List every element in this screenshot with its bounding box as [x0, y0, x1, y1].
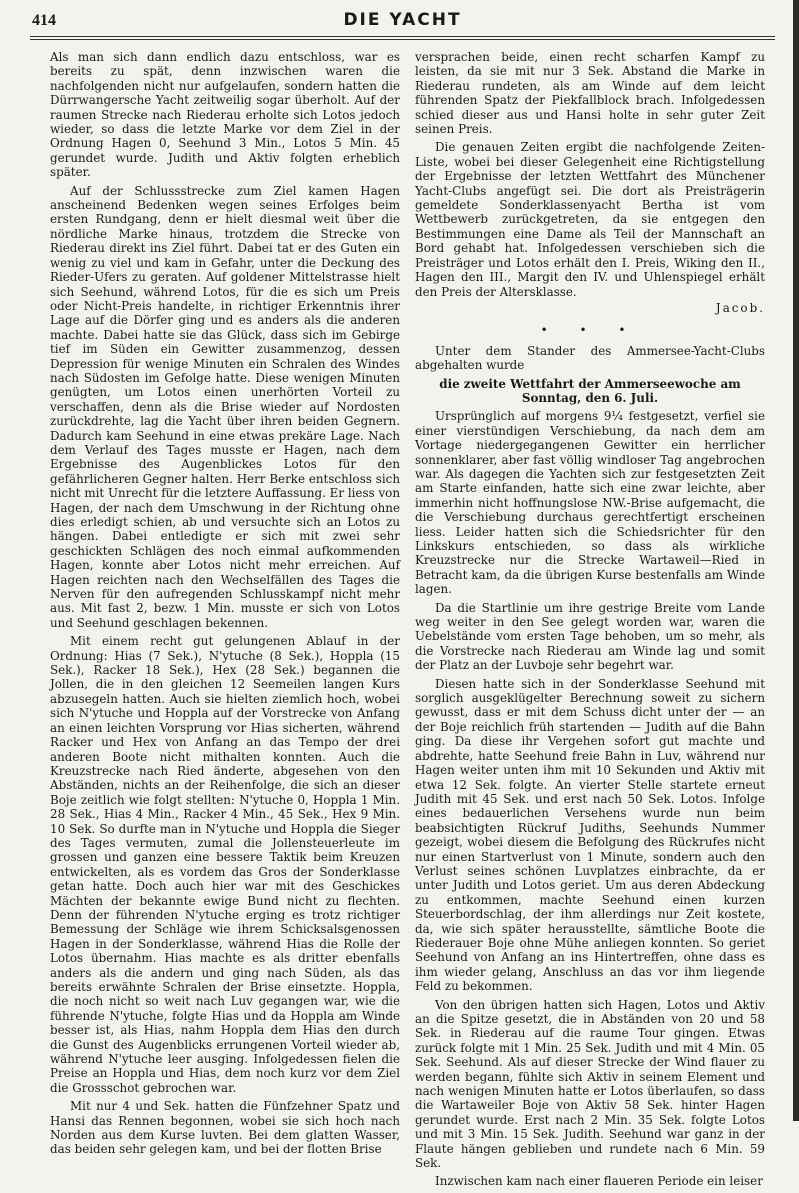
- journal-title: DIE YACHT: [343, 10, 462, 30]
- section-divider: • • •: [540, 323, 640, 338]
- right-column: [415, 50, 765, 1193]
- scan-edge: [793, 0, 799, 1121]
- paragraph: Mit einem recht gut gelungenen Ablauf in der Ordnung: Hias (7 Sek.), N'ytuche (8 Sek.), Hoppla (15 Sek.), Racker 18 Sek.), Hex (28 Sek.) begannen die Jollen, die in den gleichen 12 Seemeilen langen Kurs abzusegeln hatten. Auch sie hielten ziemlich hoch, wobei sich N'ytuche und Hoppla auf der Vorstrecke von Anfang an einen leichten Vorsprung vor Hias sicherten, während Racker und Hex von Anfang an das Tempo der drei anderen Boote nicht mithalten konnten. Auch die Kreuzstrecke nach Ried änderte, abgesehen von den Abständen, nichts an der Reihenfolge, die sich an dieser Boje zeitlich wie folgt stellten: N'ytuche 0, Hoppla 1 Min. 28 Sek., Hias 4 Min., Racker 4 Min., 45 Sek., Hex 9 Min. 10 Sek. So durfte man in N'ytuche und Hoppla die Sieger des Tages vermuten, zumal die Jollensteuerleute im grossen und ganzen eine bessere Taktik beim Kreuzen entwickelten, als es vordem das Gros der Sonderklasse getan hatte. Doch auch hier war mit des Geschickes Mächten der bekannte ewige Bund nicht zu flechten. Denn der führenden N'ytuche erging es trotz richtiger Bemessung der Schläge wie ihrem Schicksalsgenossen Hagen in der Sonderklasse, während Hias die Rolle der Lotos übernahm. Hias machte es als dritter ebenfalls anders als die andern und ging nach Süden, als das bereits erwähnte Schralen der Brise einsetzte. Hoppla, die noch nicht so weit nach Luv gegangen war, wie die führende N'ytuche, folgte Hias und da Hoppla am Winde besser ist, als Hias, nahm Hoppla dem Hias den durch die Gunst des Augenblicks errungenen Vorteil wieder ab, während N'ytuche leer ausging. Infolgedessen fielen die Preise an Hoppla und Hias, dem noch kurz vor dem Ziel die Grossschot gebrochen war.: [50, 634, 400, 1095]
- paragraph: Inzwischen kam nach einer flaueren Periode ein leiser: [435, 1174, 763, 1189]
- left-column: [50, 50, 400, 1161]
- paragraph: versprachen beide, einen recht scharfen Kampf zu leisten, da sie mit nur 3 Sek. Abstand die Marke in Riederau rundeten, als am Winde auf dem leicht führenden Spatz der Piekfallblock brach. Infolgedessen schied dieser aus und Hansi holte in sehr guter Zeit seinen Preis.: [415, 50, 765, 137]
- paragraph: Mit nur 4 und Sek. hatten die Fünfzehner Spatz und Hansi das Rennen begonnen, wobei sie sich hoch nach Norden aus dem Kurse luvten. Bei dem glatten Wasser, das beiden sehr gelegen kam, und bei der flotten Brise: [50, 1099, 400, 1157]
- paragraph: Auf der Schlussstrecke zum Ziel kamen Hagen anscheinend Bedenken wegen seines Erfolges beim ersten Rundgang, denn er hielt diesmal weit über die nördliche Marke hinaus, trotzdem die Strecke von Riederau direkt ins Ziel führt. Dabei tat er des Guten ein wenig zu viel und kam in Gefahr, unter die Deckung des Rieder-Ufers zu geraten. Auf goldener Mittelstrasse hielt sich Seehund, während Lotos, für die es sich um Preis oder Nicht-Preis handelte, in richtiger Erkenntnis ihrer Lage auf die Dörfer ging und es anders als die anderen machte. Dabei hatte sie das Glück, dass sich im Gebirge tief im Süden ein Gewitter zusammenzog, dessen Depression für wenige Minuten ein Schralen des Windes nach Südosten im Gefolge hatte. Diese wenigen Minuten genügten, um Lotos einen unerhörten Vorteil zu verschaffen, denn als die Brise wieder auf Nordosten zurückdrehte, lag die Yacht über ihren beiden Gegnern. Dadurch kam Seehund in eine etwas prekäre Lage. Nach dem Verlauf des Tages musste er Hagen, nach dem Ergebnisse des Augenblickes Lotos für den gefährlicheren Gegner halten. Herr Berke entschloss sich nicht mit Unrecht für die letztere Auffassung. Er liess von Hagen, der nach dem Umschwung in der Richtung ohne dies erledigt schien, ab und versuchte sich an Lotos zu hängen. Dabei entledigte er sich mit zwei sehr geschickten Schlägen des noch einmal aufkommenden Hagen, konnte aber Lotos nicht mehr erreichen. Auf Hagen reichten nach den Wechselfällen des Tages die Nerven für den aufregenden Schlusskampf nicht mehr aus. Mit fast 2, bezw. 1 Min. musste er sich von Lotos und Seehund geschlagen bekennen.: [50, 183, 400, 630]
- paragraph: Die genauen Zeiten ergibt die nachfolgende Zeiten-Liste, wobei bei dieser Gelegenheit eine Richtigstellung der Ergebnisse der letzten Wettfahrt des Münchener Yacht-Clubs angefügt sei. Die dort als Preisträgerin gemeldete Sonderklassenyacht Bertha ist vom Wettbewerb zurückgetreten, da sie entgegen den Bestimmungen eine Dame als Teil der Mannschaft an Bord gehabt hat. Infolgedessen verschieben sich die Preisträger und Lotos erhält den I. Preis, Wiking den II., Hagen den III., Margit den IV. und Uhlenspiegel erhält den Preis der Altersklasse.: [415, 140, 765, 299]
- section-heading: die zweite Wettfahrt der Ammerseewoche am Sonntag, den 6. Juli.: [439, 376, 741, 405]
- author-signature: Jacob.: [715, 300, 765, 315]
- page-number: 414: [32, 12, 56, 29]
- paragraph: Diesen hatte sich in der Sonderklasse Seehund mit sorglich ausgeklügelter Berechnung soweit zu sichern gewusst, dass er mit dem Schuss dicht unter der — an der Boje reichlich früh startenden — Judith auf die Bahn ging. Da diese ihr Vergehen sofort gut machte und abdrehte, hatte Seehund freie Bahn in Luv, während nur Hagen weiter unten ihm mit 10 Sekunden und Aktiv mit etwa 12 Sek. folgte. An vierter Stelle startete erneut Judith mit 45 Sek. und erst nach 50 Sek. Lotos. Infolge eines bedauerlichen Versehens wurde nun beim beabsichtigten Rückruf Judiths, Seehunds Nummer gezeigt, wobei diesem die Befolgung des Rückrufes nicht nur einen Startverlust von 1 Minute, sondern auch den Verlust seines schönen Luvplatzes einbrachte, da er unter Judith und Lotos geriet. Um aus deren Abdeckung zu entkommen, machte Seehund einen kurzen Steuerbordschlag, der ihm allerdings nur Zeit kostete, da, wie sich später herausstellte, sämtliche Boote die Riederauer Boje ohne Mühe anliegen konnten. So geriet Seehund von Anfang an ins Hintertreffen, ohne dass es ihm wieder gelang, Anschluss an das vor ihm liegende Feld zu bekommen.: [415, 676, 765, 994]
- paragraph: Ursprünglich auf morgens 9¼ festgesetzt, verfiel sie einer vierstündigen Verschiebung, da nach dem am Vortage niedergegangenen Gewitter ein herrlicher sonnenklarer, aber fast völlig windloser Tag angebrochen war. Als dagegen die Yachten sich zur festgesetzten Zeit am Starte einfanden, hatte sich eine zwar leichte, aber immerhin nicht hoffnungslose NW.-Brise aufgemacht, die die Verschiebung durchaus gerechtfertigt erscheinen liess. Leider hatten sich die Schiedsrichter für den Linkskurs entschieden, so dass als wirkliche Kreuzstrecke nur die Strecke Wartaweil—Ried in Betracht kam, da die übrigen Kurse bestenfalls am Winde lagen.: [415, 409, 765, 597]
- section-intro: Unter dem Stander des Ammersee-Yacht-Clubs abgehalten wurde: [415, 343, 765, 373]
- paragraph: Von den übrigen hatten sich Hagen, Lotos und Aktiv an die Spitze gesetzt, die in Abständen von 20 und 58 Sek. in Riederau auf die raume Tour gingen. Etwas zurück folgte mit 1 Min. 25 Sek. Judith und mit 4 Min. 05 Sek. Seehund. Als auf dieser Strecke der Wind flauer zu werden begann, fühlte sich Aktiv in seinem Element und nach wenigen Minuten hatte er Lotos überlaufen, so dass die Wartaweiler Boje von Aktiv 58 Sek. hinter Hagen gerundet wurde. Erst nach 2 Min. 35 Sek. folgte Lotos und mit 3 Min. 15 Sek. Judith. Seehund war ganz in der Flaute hängen geblieben und rundete nach 6 Min. 59 Sek.: [415, 997, 765, 1171]
- paragraph: Als man sich dann endlich dazu entschloss, war es bereits zu spät, denn inzwischen waren die nachfolgenden nicht nur aufgelaufen, sondern hatten die Dürrwangersche Yacht zeitweilig sogar überholt. Auf der raumen Strecke nach Riederau erholte sich Lotos jedoch wieder, so dass die letzte Marke vor dem Ziel in der Ordnung Hagen 0, Seehund 3 Min., Lotos 5 Min. 45 gerundet wurde. Judith und Aktiv folgten erheblich später.: [50, 50, 400, 180]
- header-rule: [30, 36, 775, 40]
- page-header: [30, 8, 775, 38]
- paragraph: Da die Startlinie um ihre gestrige Breite vom Lande weg weiter in den See gelegt worden war, waren die Uebelstände vom ersten Tage behoben, um so mehr, als die Vorstrecke nach Riederau am Winde lag und somit der Platz an der Luvboje sehr begehrt war.: [415, 600, 765, 673]
